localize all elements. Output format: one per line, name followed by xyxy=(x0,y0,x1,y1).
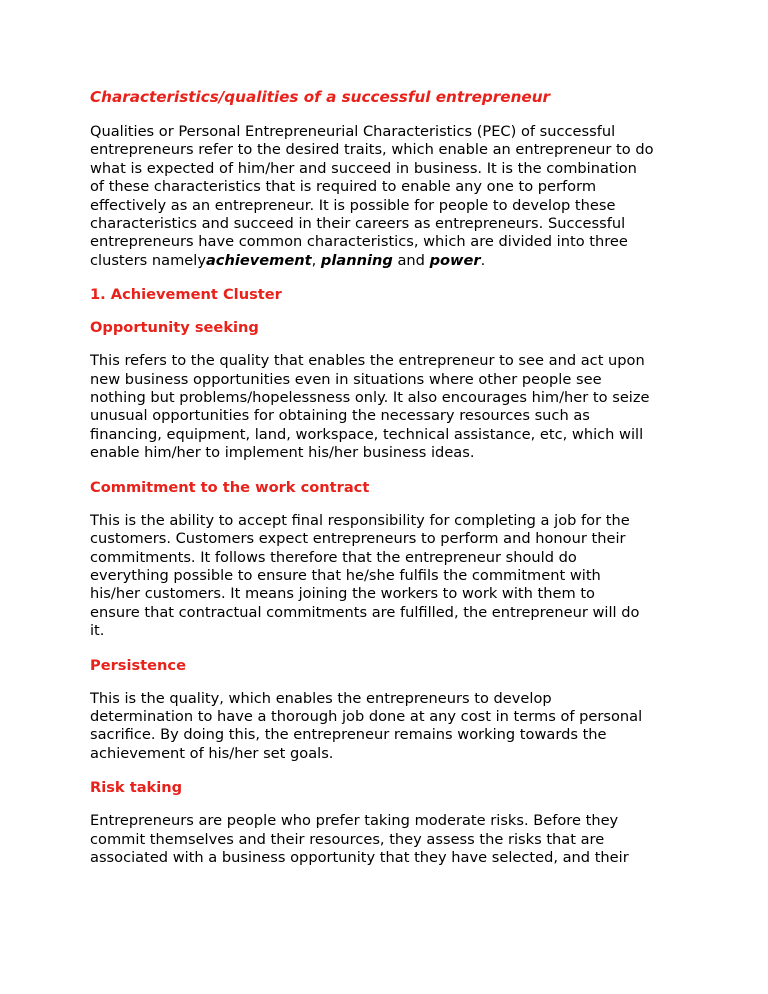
body-line: unusual opportunities for obtaining the necessary resources such as xyxy=(90,407,590,425)
body-line: his/her customers. It means joining the workers to work with them to xyxy=(90,585,595,603)
body-line: determination to have a thorough job done at any cost in terms of personal xyxy=(90,707,643,725)
intro-line: of these characteristics that is required to enable any one to perform xyxy=(90,178,597,196)
body-line: ensure that contractual commitments are fulfilled, the entrepreneur will do xyxy=(90,603,640,621)
section-heading-persistence: Persistence xyxy=(90,656,186,674)
body-line: This refers to the quality that enables the entrepreneur to see and act upon xyxy=(90,352,645,370)
body-line: financing, equipment, land, workspace, technical assistance, etc, which will xyxy=(90,425,644,443)
body-line: commitments. It follows therefore that the entrepreneur should do xyxy=(90,548,577,566)
intro-last-prefix: clusters namely xyxy=(90,251,206,269)
intro-line: effectively as an entrepreneur. It is possible for people to develop these xyxy=(90,196,616,214)
cluster-term-planning: planning xyxy=(320,251,393,269)
intro-line: what is expected of him/her and succeed in business. It is the combination xyxy=(90,159,637,177)
body-line: it. xyxy=(90,622,105,640)
intro-line: characteristics and succeed in their careers as entrepreneurs. Successful xyxy=(90,215,626,233)
intro-line: entrepreneurs refer to the desired traits, which enable an entrepreneur to do xyxy=(90,141,654,159)
intro-last-line xyxy=(90,252,690,270)
section-body-persistence xyxy=(90,690,690,764)
body-line: nothing but problems/hopelessness only. It also encourages him/her to seize xyxy=(90,389,650,407)
body-line: everything possible to ensure that he/she fulfils the commitment with xyxy=(90,566,601,584)
body-line: commit themselves and their resources, they assess the risks that are xyxy=(90,830,605,848)
intro-end-period: . xyxy=(480,251,486,269)
body-line: achievement of his/her set goals. xyxy=(90,744,334,762)
cluster-term-achievement: achievement xyxy=(205,251,312,269)
section-heading-opportunity-seeking: Opportunity seeking xyxy=(90,319,259,337)
intro-line: Qualities or Personal Entrepreneurial Characteristics (PEC) of successful xyxy=(90,123,616,140)
body-line: This is the quality, which enables the entrepreneurs to develop xyxy=(90,689,552,707)
intro-line: entrepreneurs have common characteristics, which are divided into three xyxy=(90,233,628,251)
separator-and: and xyxy=(392,251,430,269)
body-line: new business opportunities even in situations where other people see xyxy=(90,370,602,388)
cluster-heading: 1. Achievement Cluster xyxy=(90,286,282,304)
separator-comma: , xyxy=(311,251,321,269)
body-line: customers. Customers expect entrepreneurs to perform and honour their xyxy=(90,530,626,548)
body-line: Entrepreneurs are people who prefer taking moderate risks. Before they xyxy=(90,812,619,830)
intro-paragraph xyxy=(90,123,690,270)
document-page xyxy=(90,88,690,883)
section-body-opportunity-seeking xyxy=(90,352,690,462)
section-body-commitment xyxy=(90,512,690,641)
body-line: enable him/her to implement his/her business ideas. xyxy=(90,444,475,462)
cluster-term-power: power xyxy=(429,251,481,269)
section-body-risk-taking xyxy=(90,812,690,867)
body-line: associated with a business opportunity that they have selected, and their xyxy=(90,848,629,866)
body-line: This is the ability to accept final responsibility for completing a job for the xyxy=(90,511,630,529)
body-line: sacrifice. By doing this, the entrepreneur remains working towards the xyxy=(90,726,607,744)
document-title: Characteristics/qualities of a successful entrepreneur xyxy=(90,88,550,106)
section-heading-risk-taking: Risk taking xyxy=(90,779,183,797)
section-heading-commitment: Commitment to the work contract xyxy=(90,478,370,496)
